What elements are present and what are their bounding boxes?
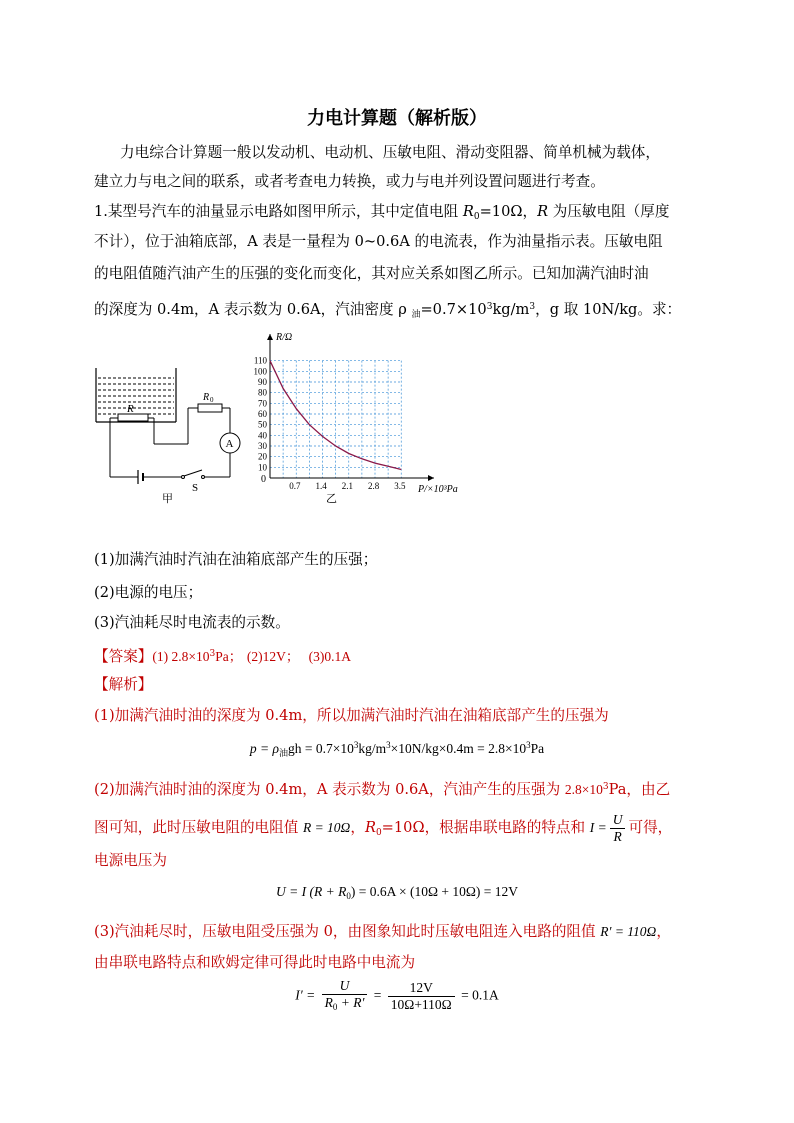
solution-3-line-2: 由串联电路特点和欧姆定律可得此时电路中电流为 xyxy=(94,954,416,971)
question-1: (1)加满汽油时汽油在油箱底部产生的压强； xyxy=(94,551,378,568)
switch-label: S xyxy=(192,482,199,494)
sol-text: =10Ω，根据串联电路的特点和 xyxy=(381,819,590,836)
current-fraction-1 xyxy=(322,978,368,1015)
chart-axes xyxy=(267,334,434,481)
problem-text: 的深度为 0.4m，A 表示数为 0.6A，汽油密度 ρ xyxy=(94,301,412,318)
fraction-denominator: 10Ω+110Ω xyxy=(390,997,452,1012)
den-sub: 0 xyxy=(332,1002,338,1012)
y-tick-label: 30 xyxy=(258,441,267,451)
eq-text: = xyxy=(373,987,382,1003)
x-axis-label: P/×10³Pa xyxy=(418,484,458,495)
r0-symbol: R xyxy=(462,203,474,220)
eq-text: = 0.1A xyxy=(461,987,499,1003)
y-tick-label: 100 xyxy=(253,366,267,377)
exponent: 3 xyxy=(209,649,216,659)
fraction-numerator: 12V xyxy=(388,980,455,997)
sol-text: Pa，由乙 xyxy=(608,781,671,798)
y-tick-label: 80 xyxy=(258,387,267,398)
y-tick-label: 20 xyxy=(258,451,267,462)
problem-text: 1.某型号汽车的油量显示电路如图甲所示，其中定值电阻 xyxy=(94,203,463,220)
resistor-r0-subscript: 0 xyxy=(210,396,214,404)
current-fraction-2 xyxy=(388,980,455,1013)
chart-caption: 乙 xyxy=(326,493,337,505)
answer-part-3: (3)0.1A xyxy=(308,649,352,664)
ammeter-label: A xyxy=(225,438,234,450)
figure-a-caption: 甲 xyxy=(162,493,173,505)
resistor-r0-label: R xyxy=(203,392,210,403)
eq-text: ×10N/kg×0.4m = 2.8×10 xyxy=(390,741,527,756)
origin-label: 0 xyxy=(261,474,266,485)
den-text: + R′ xyxy=(337,995,365,1010)
sol-sup: 3 xyxy=(602,782,609,792)
sol-text: 图可知，此时压敏电阻的电阻值 xyxy=(94,819,303,836)
problem-text: =0.7×10 xyxy=(420,301,487,318)
problem-line-2: 不计），位于油箱底部，A 表是一量程为 0~0.6A 的电流表，作为油量指示表。压敏电阻 xyxy=(94,233,663,250)
answer-label: 【答案】 xyxy=(94,648,153,665)
problem-line-4 xyxy=(94,296,681,326)
page-title: 力电计算题（解析版） xyxy=(307,108,487,129)
solution-1-equation xyxy=(0,740,794,759)
eq-sup: 3 xyxy=(353,740,359,750)
r0-subscript: 0 xyxy=(473,212,480,222)
x-axis-arrow xyxy=(428,475,434,481)
eq-sup: 3 xyxy=(386,740,391,750)
x-tick-label: 1.4 xyxy=(315,481,327,491)
solution-2-equation xyxy=(0,884,794,901)
x-tick-label: 2.8 xyxy=(368,481,380,491)
answer-part-2: (2)12V； xyxy=(246,649,300,664)
resistor-r-label: R xyxy=(127,403,134,415)
resistance-pressure-chart xyxy=(250,328,460,508)
y-tick-label: 60 xyxy=(258,409,267,419)
ohm-law-fraction xyxy=(610,812,626,845)
eq-text: ) = 0.6A × (10Ω + 10Ω) = 12V xyxy=(350,884,518,899)
intro-line-1: 力电综合计算题一般以发动机、电动机、压敏电阻、滑动变阻器、简单机械为载体， xyxy=(120,144,660,161)
problem-line-3: 的电阻值随汽油产生的压强的变化而变化，其对应关系如图乙所示。已知加满汽油时油 xyxy=(94,265,649,282)
solution-3-equation xyxy=(0,978,794,1015)
eq-text: kg/m xyxy=(358,741,387,756)
answer-part-1: (1) 2.8×10 xyxy=(152,649,210,664)
y-tick-label: 70 xyxy=(258,398,267,409)
chart-ticks xyxy=(254,332,458,505)
density-subscript: 油 xyxy=(411,310,421,320)
sol-text: ， xyxy=(350,819,365,836)
sol-math: 2.8×10 xyxy=(564,782,603,797)
eq-text: p = ρ xyxy=(249,741,279,756)
fraction-numerator: U xyxy=(322,978,368,995)
solution-1-text: (1)加满汽油时油的深度为 0.4m，所以加满汽油时汽油在油箱底部产生的压强为 xyxy=(94,707,609,724)
sol-text: ， xyxy=(656,923,671,940)
sol-text: 可得， xyxy=(628,819,673,836)
sol-math: R′ = 110Ω xyxy=(600,924,657,939)
question-3: (3)汽油耗尽时电流表的示数。 xyxy=(94,614,290,631)
solution-3-line-1 xyxy=(94,921,671,943)
solution-2-line-1 xyxy=(94,776,670,801)
answer-part-1-unit: Pa； xyxy=(215,649,243,664)
problem-line-1 xyxy=(94,201,669,228)
analysis-label: 【解析】 xyxy=(94,676,153,693)
eq-text: Pa xyxy=(530,741,545,756)
problem-text: kg/m xyxy=(492,301,530,318)
den-text: R xyxy=(324,995,333,1010)
x-tick-label: 2.1 xyxy=(341,481,353,491)
r0-subscript: 0 xyxy=(375,828,382,838)
solution-2-line-3: 电源电压为 xyxy=(94,852,167,869)
fraction-denominator xyxy=(322,995,368,1015)
intro-line-2: 建立力与电之间的联系，或者考查电力转换，或力与电并列设置问题进行考查。 xyxy=(94,173,605,190)
y-tick-label: 110 xyxy=(253,355,267,366)
question-2: (2)电源的电压； xyxy=(94,584,203,601)
eq-text: gh = 0.7×10 xyxy=(288,741,354,756)
exponent: 3 xyxy=(486,302,493,312)
ohm-law-lhs: I = xyxy=(589,820,607,835)
answer-line xyxy=(94,643,351,668)
y-tick-label: 50 xyxy=(258,419,267,430)
fraction-denominator: R xyxy=(613,828,622,844)
sol-text: (2)加满汽油时油的深度为 0.4m，A 表示数为 0.6A，汽油产生的压强为 xyxy=(94,781,565,798)
sol-math: R = 10Ω xyxy=(302,820,351,835)
r-symbol: R xyxy=(537,203,549,220)
circuit-diagram xyxy=(90,360,250,510)
r0-symbol: R xyxy=(364,819,376,836)
x-tick-label: 0.7 xyxy=(289,481,301,491)
eq-sub: 油 xyxy=(278,748,288,758)
solution-2-line-2 xyxy=(94,810,672,851)
eq-text: I′ = xyxy=(295,987,316,1003)
eq-sup: 3 xyxy=(526,740,531,750)
fraction-numerator: U xyxy=(610,812,626,829)
y-axis-label: R/Ω xyxy=(276,332,293,343)
chart-grid xyxy=(270,361,401,478)
eq-text: U = I (R + R xyxy=(276,884,347,899)
y-tick-label: 40 xyxy=(258,430,267,441)
problem-text: =10Ω， xyxy=(479,203,538,220)
x-tick-label: 3.5 xyxy=(394,481,406,491)
exponent: 3 xyxy=(529,302,536,312)
y-tick-label: 10 xyxy=(258,462,267,473)
y-tick-label: 90 xyxy=(258,377,267,387)
problem-text: ，g 取 10N/kg。求： xyxy=(535,301,682,318)
eq-sub: 0 xyxy=(346,891,351,901)
problem-text: 为压敏电阻（厚度 xyxy=(548,203,670,220)
sol-text: (3)汽油耗尽时，压敏电阻受压强为 0，由图象知此时压敏电阻连入电路的阻值 xyxy=(94,923,601,940)
y-axis-arrow xyxy=(267,334,273,340)
